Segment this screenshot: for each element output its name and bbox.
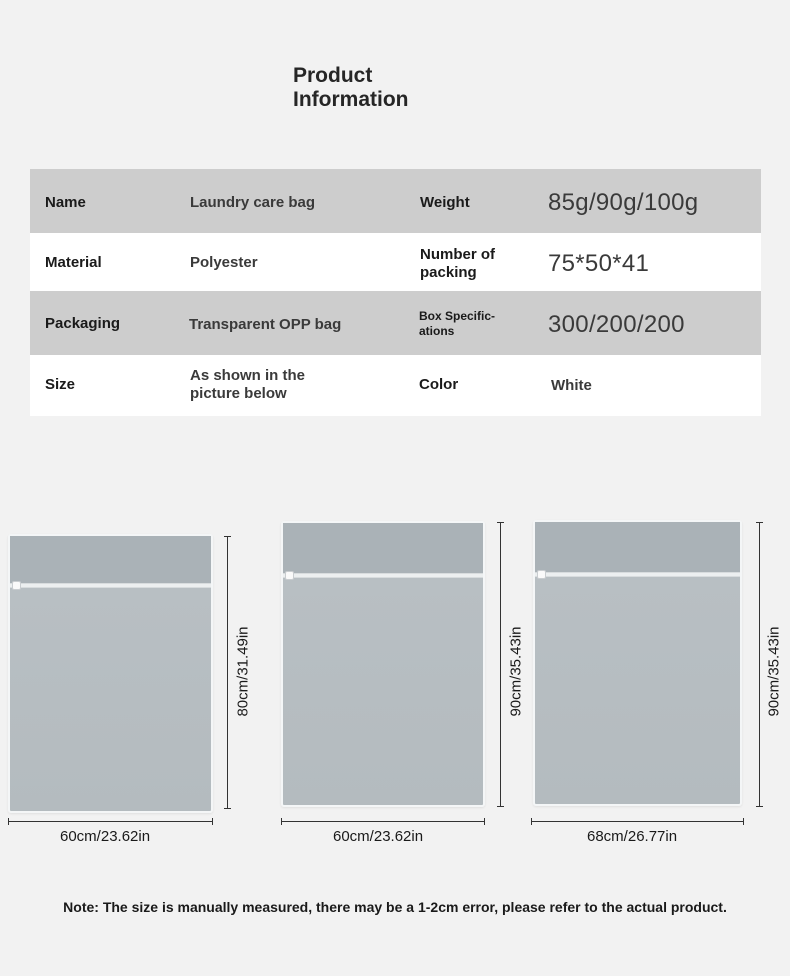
bag-1-zipper [10, 583, 211, 588]
bag-2-height-label: 90cm/35.43in [507, 626, 525, 717]
bag-1-width-line [8, 821, 213, 822]
bag-3-width-label: 68cm/26.77in [587, 828, 678, 845]
value-weight: 85g/90g/100g [548, 189, 699, 216]
bag-1-height-line [227, 536, 228, 809]
section-title [293, 64, 409, 112]
bag-1-height-tick-top [224, 536, 231, 537]
laundry-bag-image-2 [281, 521, 485, 807]
bag-3-height-tick-top [756, 522, 763, 523]
bag-2-width-label: 60cm/23.62in [333, 828, 424, 845]
label-name: Name [45, 194, 86, 211]
bag-3-height-tick-bottom [756, 806, 763, 807]
bag-3-height-label: 90cm/35.43in [765, 626, 783, 717]
label-packaging: Packaging [45, 315, 121, 332]
section-title-line-1: Product [293, 64, 373, 87]
label-number-of-packing [420, 246, 495, 282]
label-number-of-packing-line-2: packing [420, 264, 477, 281]
bag-1-top-panel [10, 536, 211, 583]
label-box-specifications-line-1: Box Specific- [419, 309, 496, 323]
bag-1-width-label: 60cm/23.62in [60, 828, 151, 845]
bag-1-zipper-pull [12, 581, 21, 590]
size-illustration [0, 505, 790, 845]
bag-3-height-line [759, 522, 760, 807]
spec-row-size [30, 355, 761, 416]
bag-2-height-tick-bottom [497, 806, 504, 807]
label-color: Color [419, 376, 459, 393]
bag-2-zipper-pull [285, 571, 294, 580]
bag-2-width-tick-left [281, 818, 282, 825]
bag-3-zipper-pull [537, 570, 546, 579]
value-name: Laundry care bag [190, 194, 316, 211]
spec-row-name [30, 169, 761, 233]
value-size-line-2: picture below [190, 385, 287, 402]
section-title-line-2: Information [293, 88, 409, 111]
measurement-note: Note: The size is manually measured, there may be a 1-2cm error, please refer to the actual product. [63, 899, 727, 915]
label-size: Size [45, 376, 76, 393]
bag-3-zipper [535, 572, 740, 577]
bag-3-width-tick-left [531, 818, 532, 825]
bag-1-height-tick-bottom [224, 808, 231, 809]
bag-2-width-tick-right [484, 818, 485, 825]
bag-2-height-tick-top [497, 522, 504, 523]
value-size [190, 367, 305, 403]
bag-1-height-label: 80cm/31.49in [234, 626, 252, 717]
bag-1-width-tick-right [212, 818, 213, 825]
label-box-specifications-line-2: ations [419, 324, 455, 338]
bag-3-width-tick-right [743, 818, 744, 825]
value-box-specifications: 300/200/200 [548, 311, 685, 338]
spec-table [30, 169, 761, 416]
label-material: Material [45, 254, 102, 271]
spec-row-material [30, 233, 761, 291]
label-weight: Weight [420, 194, 470, 211]
bag-3-width-line [531, 821, 744, 822]
value-number-of-packing: 75*50*41 [548, 250, 650, 277]
value-size-line-1: As shown in the [190, 367, 306, 384]
value-color: White [551, 377, 592, 394]
bag-2-top-panel [283, 523, 483, 573]
label-box-specifications [419, 309, 495, 339]
bag-1-width-tick-left [8, 818, 9, 825]
spec-row-packaging [30, 291, 761, 355]
bag-2-height-line [500, 522, 501, 807]
bag-3-top-panel [535, 522, 740, 572]
value-material: Polyester [190, 254, 258, 271]
value-packaging: Transparent OPP bag [189, 316, 342, 333]
bag-2-zipper [283, 573, 483, 578]
label-number-of-packing-line-1: Number of [420, 246, 495, 263]
bag-2-width-line [281, 821, 485, 822]
laundry-bag-image-1 [8, 534, 213, 813]
laundry-bag-image-3 [533, 520, 742, 806]
